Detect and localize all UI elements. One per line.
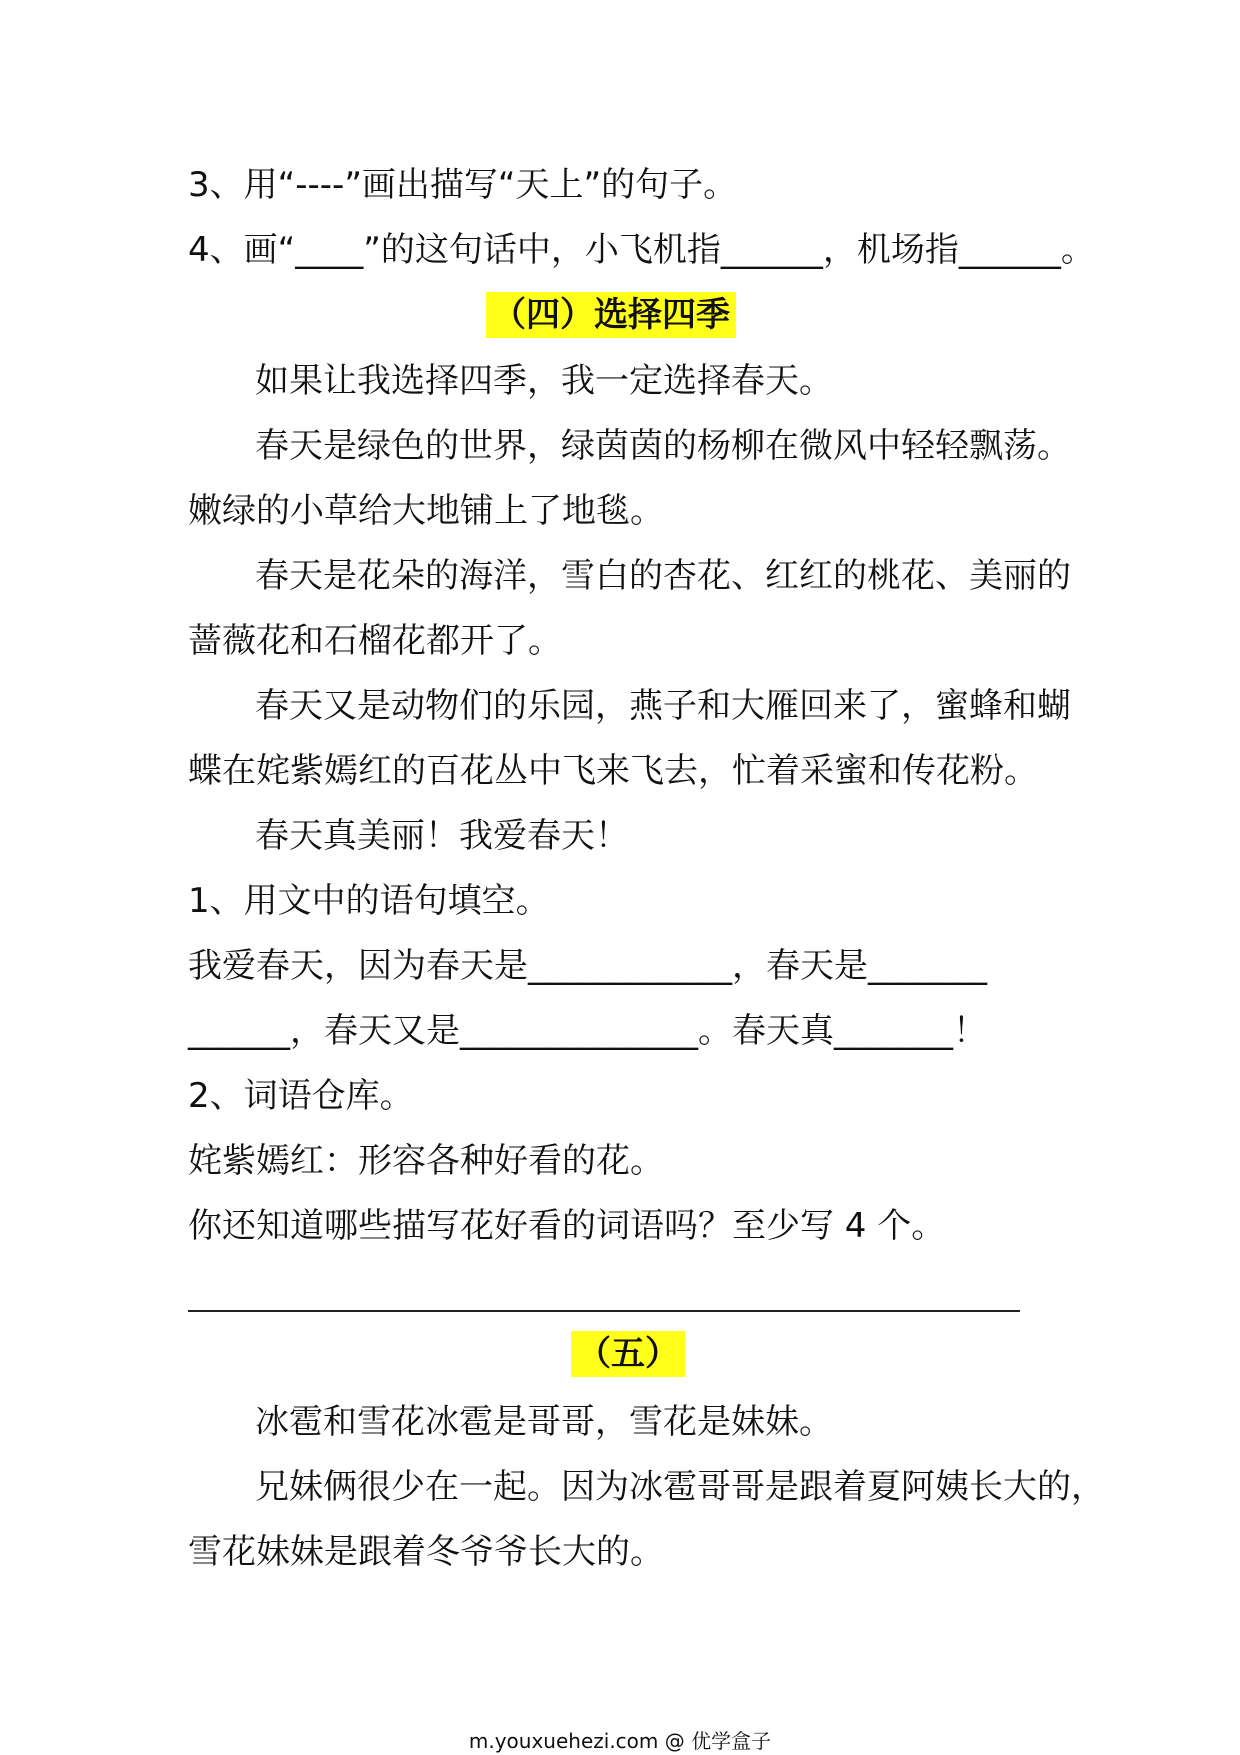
question-4: 4、画“____”的这句话中，小飞机指______，机场指______。 — [188, 230, 1095, 270]
passage-4-line-6: 春天又是动物们的乐园，燕子和大雁回来了，蜜蜂和蝴 — [255, 686, 1071, 726]
answer-blank-line — [188, 1310, 1020, 1312]
passage-4-line-2: 春天是绿色的世界，绿茵茵的杨柳在微风中轻轻飘荡。 — [255, 426, 1071, 466]
passage-5-line-3: 雪花妹妹是跟着冬爷爷长大的。 — [188, 1532, 664, 1572]
passage-5-line-1: 冰雹和雪花冰雹是哥哥，雪花是妹妹。 — [255, 1402, 833, 1442]
passage-4-line-7: 蝶在姹紫嫣红的百花丛中飞来飞去，忙着采蜜和传花粉。 — [188, 751, 1038, 791]
section-5-heading: （五） — [571, 1331, 685, 1377]
question-2-prompt: 你还知道哪些描写花好看的词语吗？至少写 4 个。 — [188, 1206, 946, 1246]
question-3: 3、用“----”画出描写“天上”的句子。 — [188, 165, 738, 205]
footer-watermark: m.youxuehezi.com @ 优学盒子 — [468, 1729, 772, 1753]
question-1-title: 1、用文中的语句填空。 — [188, 881, 550, 921]
section-4-heading: （四）选择四季 — [486, 292, 736, 338]
passage-4-line-1: 如果让我选择四季，我一定选择春天。 — [255, 361, 833, 401]
passage-4-line-8: 春天真美丽！我爱春天！ — [255, 816, 629, 856]
question-1-fill-line-2: ______，春天又是______________。春天真_______！ — [188, 1011, 987, 1051]
question-2-title: 2、词语仓库。 — [188, 1076, 414, 1116]
question-1-fill-line-1: 我爱春天，因为春天是____________，春天是_______ — [188, 946, 987, 986]
passage-4-line-5: 蔷薇花和石榴花都开了。 — [188, 621, 562, 661]
passage-4-line-4: 春天是花朵的海洋，雪白的杏花、红红的桃花、美丽的 — [255, 556, 1071, 596]
passage-4-line-3: 嫩绿的小草给大地铺上了地毯。 — [188, 491, 664, 531]
question-2-definition: 姹紫嫣红：形容各种好看的花。 — [188, 1141, 664, 1181]
passage-5-line-2: 兄妹俩很少在一起。因为冰雹哥哥是跟着夏阿姨长大的， — [255, 1467, 1105, 1507]
